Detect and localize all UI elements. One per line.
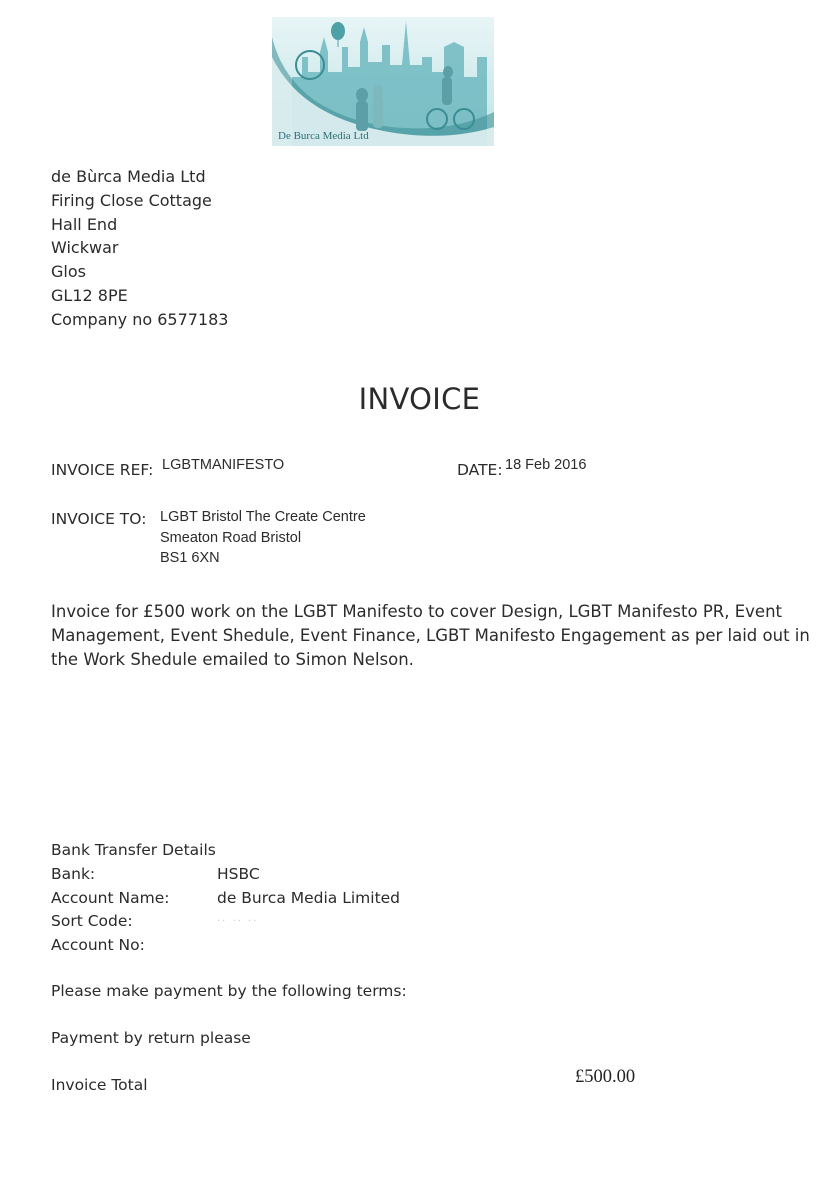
invoice-ref-label: INVOICE REF: [51, 461, 154, 479]
invoice-to-label: INVOICE TO: [51, 510, 147, 528]
sort-code-redacted: ·· ·· ·· [217, 916, 259, 928]
company-logo [272, 17, 494, 146]
date-value: 18 Feb 2016 [505, 457, 587, 473]
invoice-ref-value: LGBTMANIFESTO [162, 457, 285, 473]
company-name: de Bùrca Media Ltd [51, 167, 206, 186]
address-line: Hall End [51, 214, 118, 234]
date-label: DATE: [457, 461, 503, 479]
company-number: Company no 6577183 [51, 309, 229, 329]
invoice-total-label: Invoice Total [51, 1076, 148, 1094]
recipient-street: Smeaton Road Bristol [160, 529, 302, 546]
address-line: Wickwar [51, 238, 119, 258]
payment-terms: Please make payment by the following terms: [51, 982, 407, 1000]
company-address [51, 165, 228, 332]
account-name-value: de Burca Media Limited [217, 888, 401, 907]
bank-value: HSBC [217, 864, 260, 883]
account-name-label: Account Name: [51, 888, 170, 907]
account-name-row [51, 887, 401, 911]
invoice-to-address [160, 507, 366, 569]
address-postcode: GL12 8PE [51, 285, 128, 305]
recipient-name: LGBT Bristol The Create Centre [160, 509, 366, 525]
bank-details [51, 839, 401, 958]
payment-note: Payment by return please [51, 1029, 251, 1047]
sort-code-label: Sort Code: [51, 912, 133, 931]
account-no-label: Account No: [51, 936, 145, 955]
invoice-total-value: £500.00 [575, 1067, 636, 1087]
logo-text: De Burca Media Ltd [278, 130, 369, 142]
address-line: Firing Close Cottage [51, 190, 212, 210]
invoice-title: INVOICE [358, 382, 481, 416]
address-line: Glos [51, 262, 86, 282]
bank-heading: Bank Transfer Details [51, 841, 216, 859]
recipient-postcode: BS1 6XN [160, 550, 220, 566]
sort-code-row [51, 910, 259, 934]
bank-label: Bank: [51, 864, 96, 883]
account-no-row [51, 934, 216, 958]
invoice-description: Invoice for £500 work on the LGBT Manifesto to cover Design, LGBT Manifesto PR, Event Management, Event Shedule, Event Finance, LGBT Manifesto Engagement as per laid out in the Work Shedule emailed to Simon Nelson. [51, 602, 810, 669]
bank-row [51, 863, 260, 887]
